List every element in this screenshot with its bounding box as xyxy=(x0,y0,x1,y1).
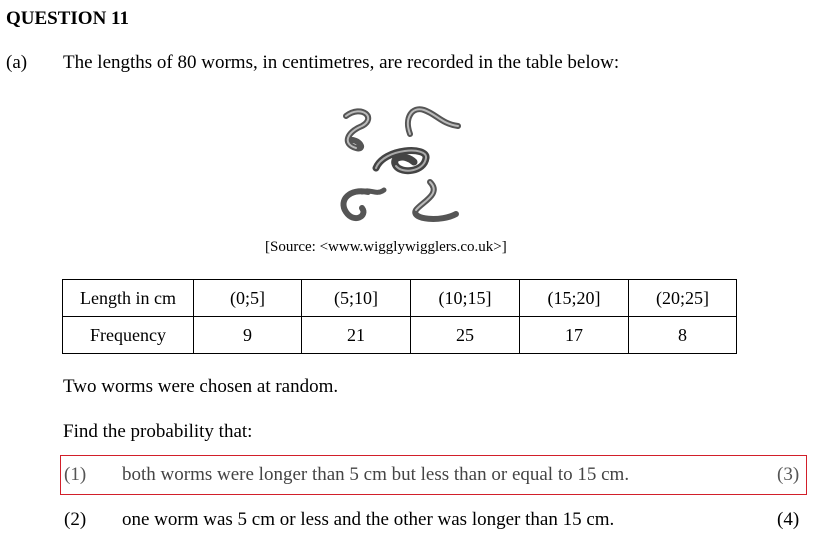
table-cell: 21 xyxy=(302,317,411,354)
image-source: [Source: <www.wigglywigglers.co.uk>] xyxy=(265,239,507,255)
subquestion-number: (1) xyxy=(64,464,87,485)
table-cell: 9 xyxy=(194,317,302,354)
table-cell: (0;5] xyxy=(194,280,302,317)
statement-text: Two worms were chosen at random. xyxy=(63,376,339,397)
subquestion-marks: (3) xyxy=(777,464,800,485)
intro-text: The lengths of 80 worms, in centimetres, are recorded in the table below: xyxy=(63,52,620,73)
table-cell: (20;25] xyxy=(629,280,737,317)
subquestion-marks: (4) xyxy=(777,509,800,530)
table-cell: (10;15] xyxy=(411,280,520,317)
prompt-text: Find the probability that: xyxy=(63,421,253,442)
subquestion-number: (2) xyxy=(64,509,87,530)
question-title: QUESTION 11 xyxy=(6,8,130,29)
table-cell: 25 xyxy=(411,317,520,354)
table-row-header: Length in cm xyxy=(63,280,194,317)
subquestion-text: both worms were longer than 5 cm but less than or equal to 15 cm. xyxy=(122,464,630,485)
table-cell: (5;10] xyxy=(302,280,411,317)
table-cell: (15;20] xyxy=(520,280,629,317)
table-row xyxy=(63,317,737,354)
subquestion-text: one worm was 5 cm or less and the other was longer than 15 cm. xyxy=(122,509,615,530)
table-cell: 17 xyxy=(520,317,629,354)
part-label: (a) xyxy=(6,52,28,73)
worms-illustration-icon xyxy=(332,96,466,230)
table-row-header: Frequency xyxy=(63,317,194,354)
table-row xyxy=(63,280,737,317)
frequency-table xyxy=(62,279,737,354)
table-cell: 8 xyxy=(629,317,737,354)
